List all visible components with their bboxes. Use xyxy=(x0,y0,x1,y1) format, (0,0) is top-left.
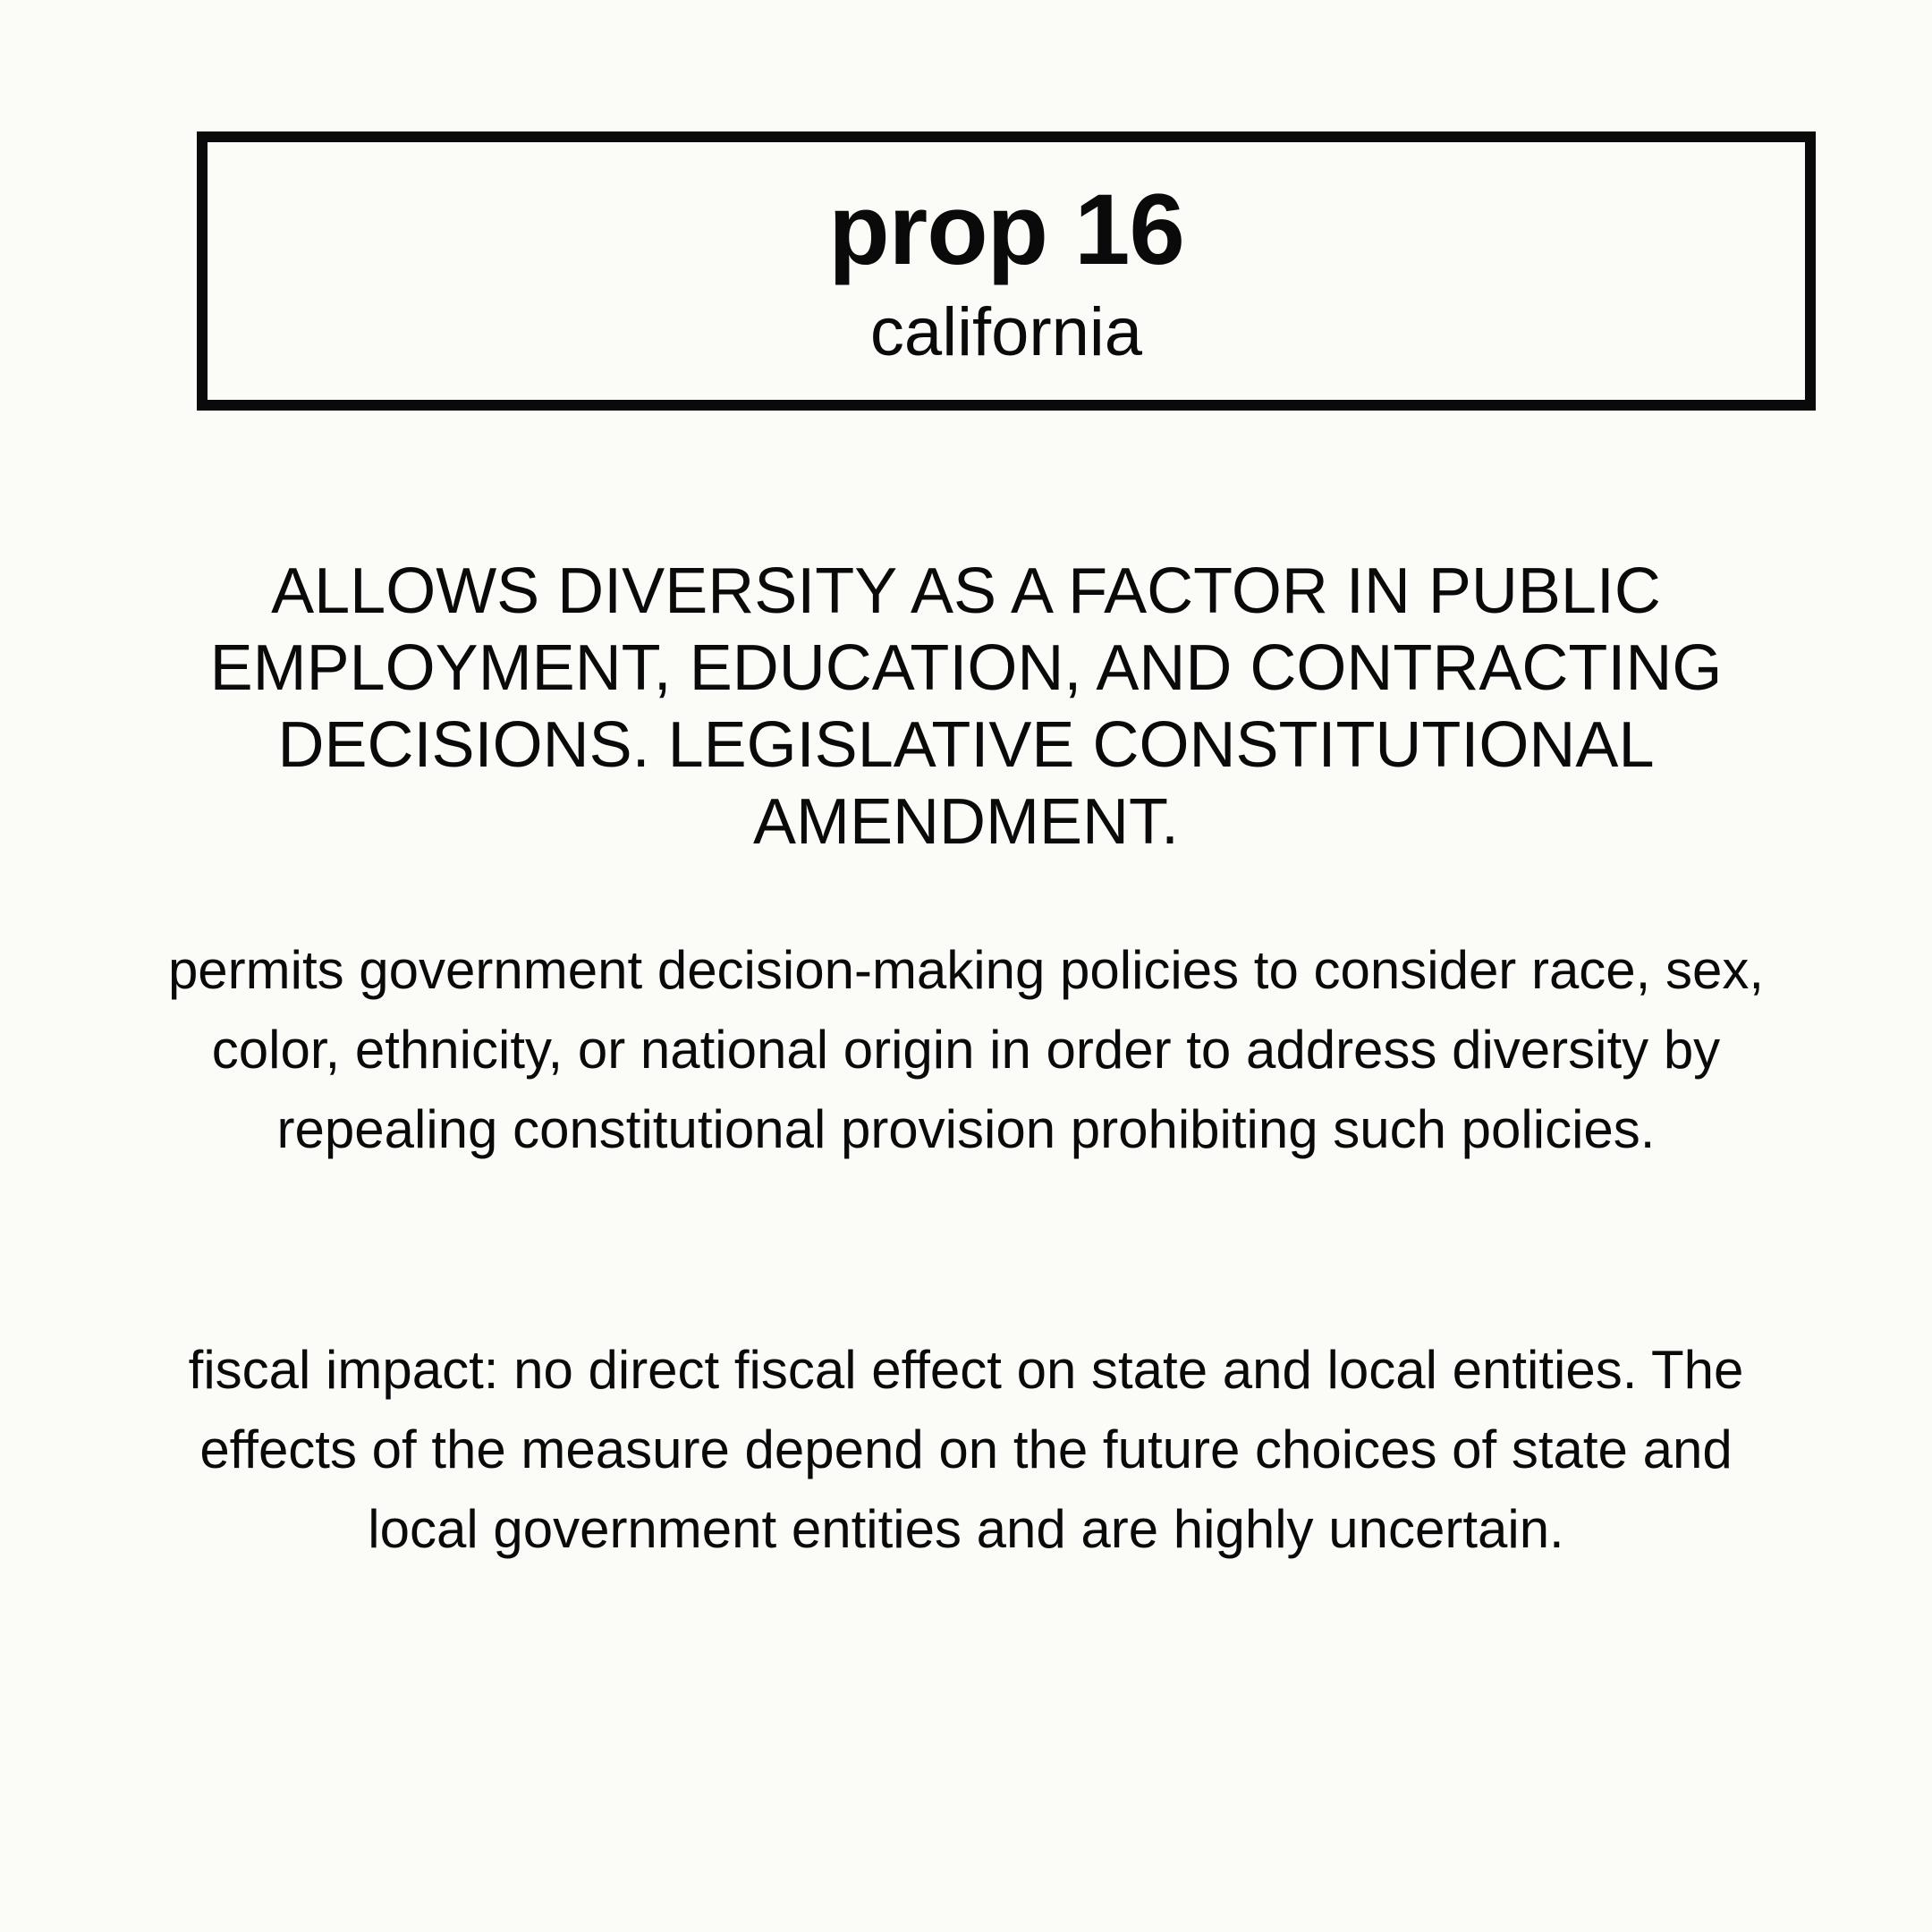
page-title: prop 16 xyxy=(828,174,1184,285)
fiscal-impact-text: fiscal impact: no direct fiscal effect on state and local entities. The effects of the measure depend on the future choices of state and local government entities and are highly uncertain. xyxy=(188,1340,1744,1559)
measure-summary: permits government decision-making policies to consider race, sex, color, ethnicity, or national origin in order to address diversity by repealing constitutional provision prohibiting such policies. xyxy=(167,940,1765,1159)
page-subtitle: california xyxy=(869,294,1143,370)
title-box xyxy=(197,131,1816,411)
measure-headline: ALLOWS DIVERSITY AS A FACTOR IN PUBLIC EMPLOYMENT, EDUCATION, AND CONTRACTING DECISIONS. LEGISLATIVE CONSTITUTIONAL AMENDMENT. xyxy=(209,555,1723,858)
